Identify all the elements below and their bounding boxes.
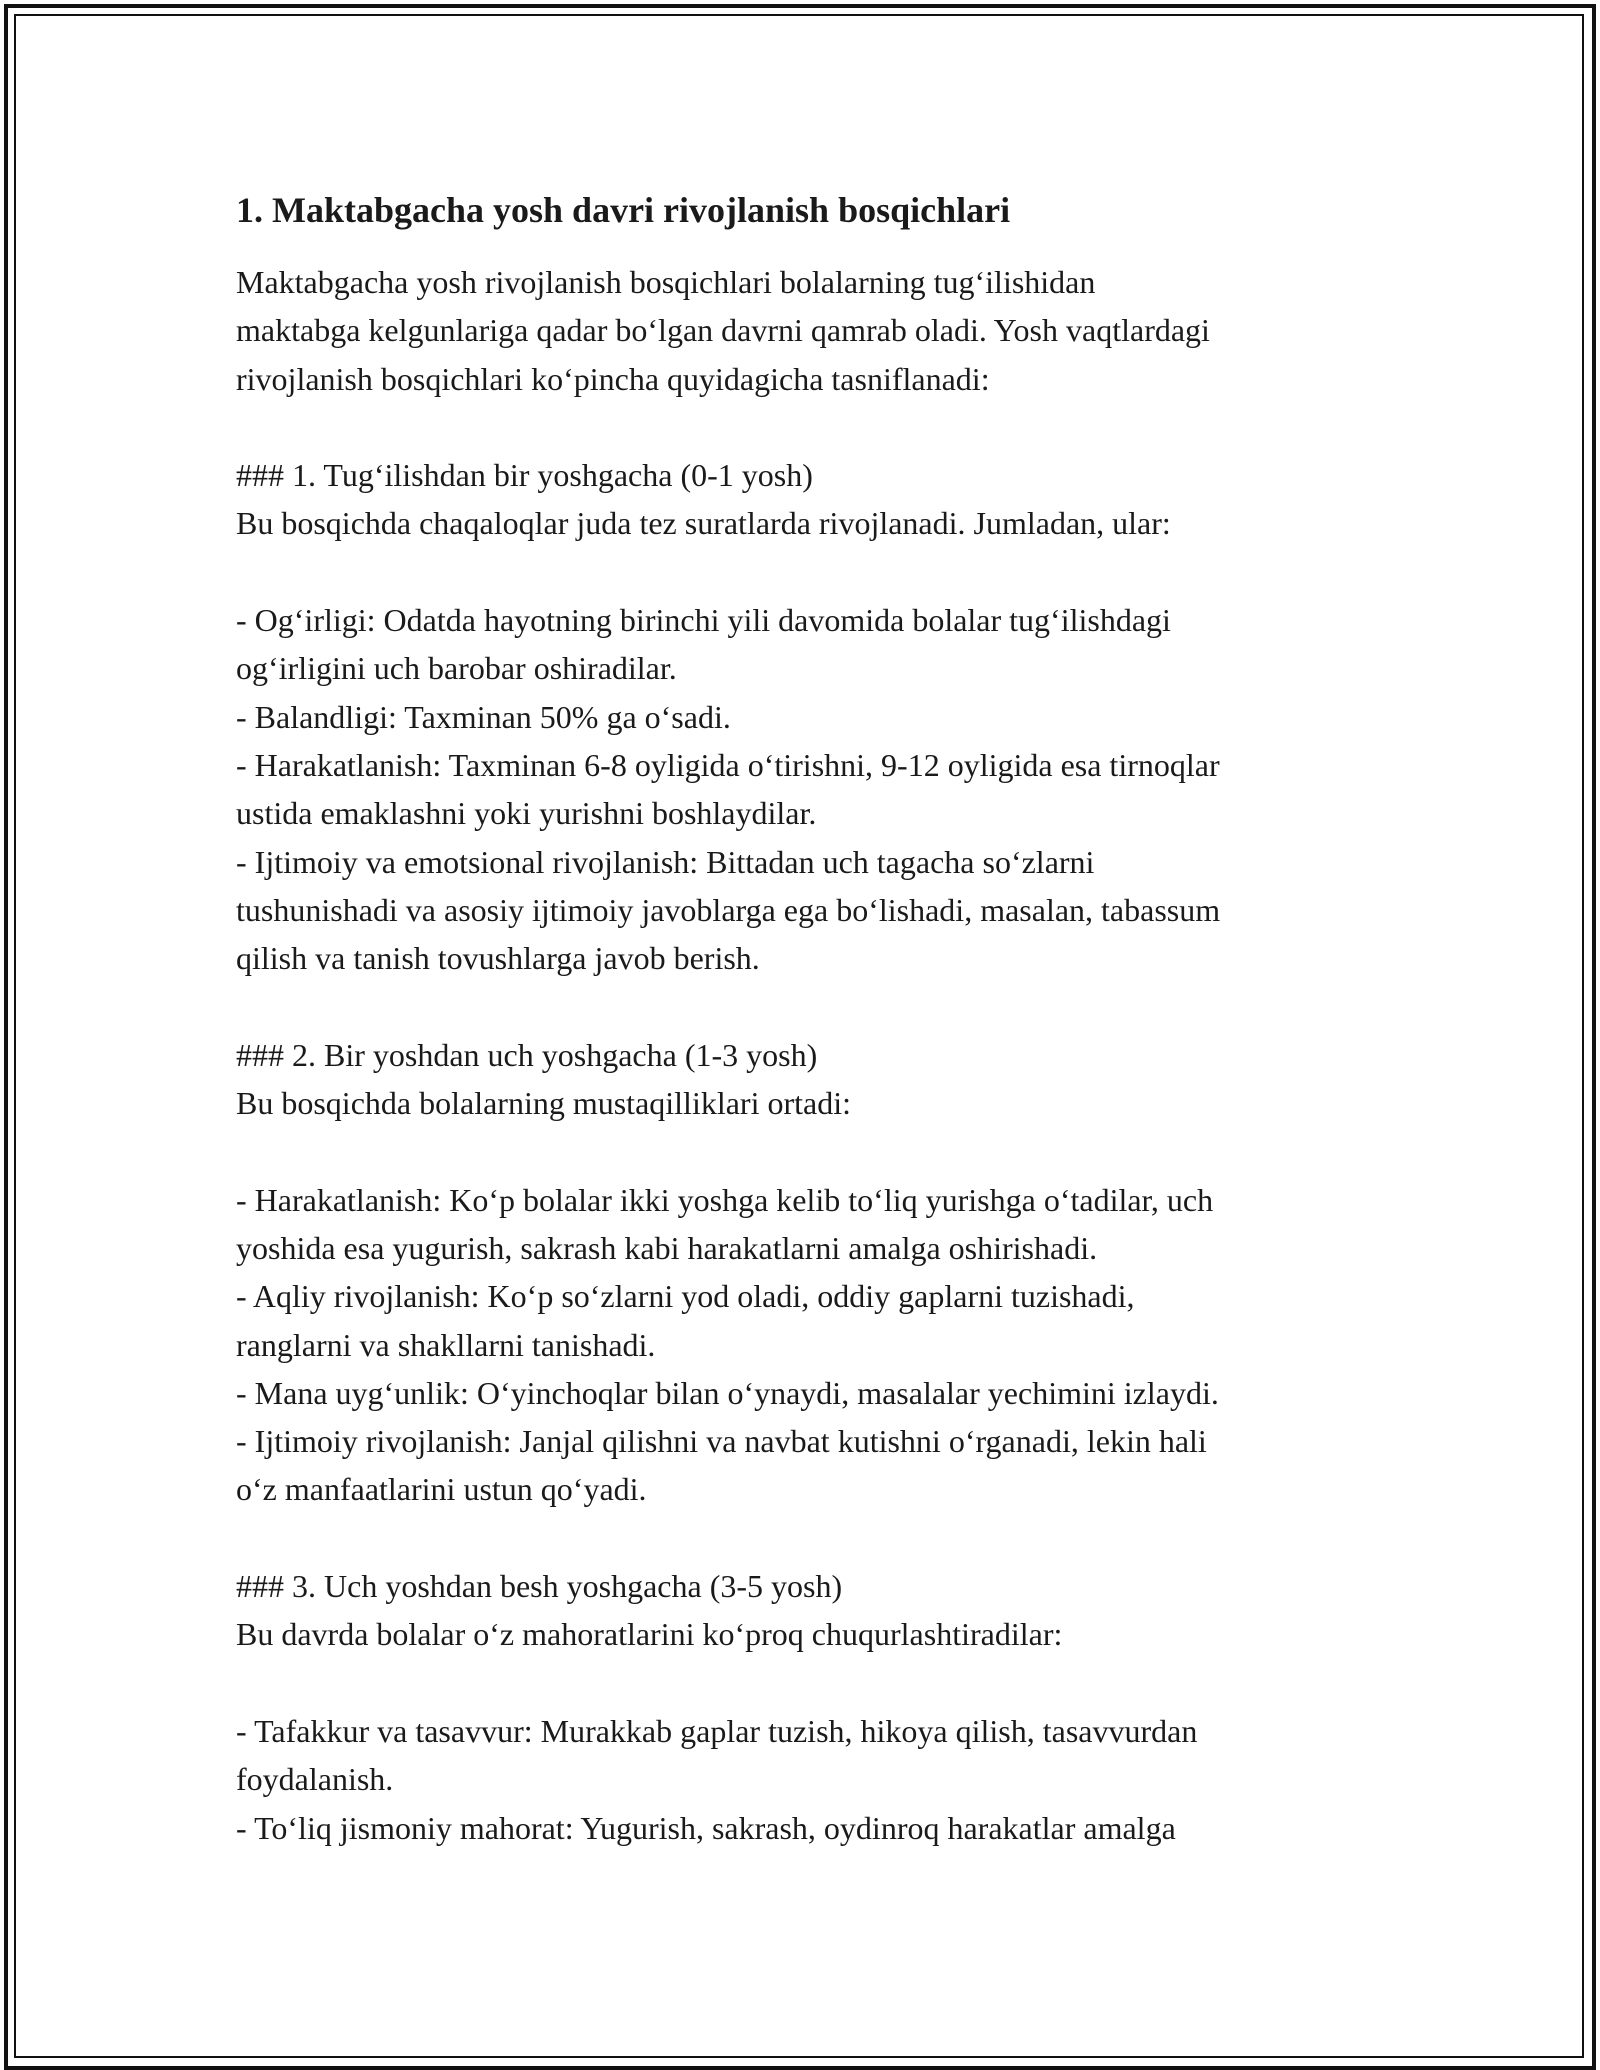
text-line: Bu bosqichda bolalarning mustaqilliklari ortadi: — [236, 1085, 851, 1122]
blank-line — [236, 548, 1386, 596]
list-item: - Balandligi: Taxminan 50% ga o‘sadi. — [236, 698, 731, 735]
list-item: - Ijtimoiy va emotsional rivojlanish: Bittadan uch tagacha so‘zlarni — [236, 843, 1095, 880]
list-item: - Harakatlanish: Taxminan 6-8 oyligida o‘tirishni, 9-12 oyligida esa tirnoqlar — [236, 746, 1220, 783]
text-line: foydalanish. — [236, 1761, 394, 1798]
text-line: yoshida esa yugurish, sakrash kabi harakatlarni amalga oshirishadi. — [236, 1229, 1098, 1266]
text-line: maktabga kelgunlariga qadar bo‘lgan davrni qamrab oladi. Yosh vaqtlardagi — [236, 312, 1210, 349]
text-line: qilish va tanish tovushlarga javob berish. — [236, 940, 760, 977]
section-heading: ### 2. Bir yoshdan uch yoshgacha (1-3 yosh) — [236, 1036, 818, 1073]
blank-line — [236, 1659, 1386, 1707]
blank-line — [236, 1514, 1386, 1562]
list-item: - Aqliy rivojlanish: Ko‘p so‘zlarni yod oladi, oddiy gaplarni tuzishadi, — [236, 1278, 1135, 1315]
blank-line — [236, 403, 1386, 451]
document-title: 1. Maktabgacha yosh davri rivojlanish bosqichlari — [236, 190, 1011, 230]
text-line: ustida emaklashni yoki yurishni boshlaydilar. — [236, 795, 817, 832]
text-line: o‘z manfaatlarini ustun qo‘yadi. — [236, 1471, 647, 1508]
text-line: Maktabgacha yosh rivojlanish bosqichlari bolalarning tug‘ilishidan — [236, 264, 1096, 300]
text-line: og‘irligini uch barobar oshiradilar. — [236, 650, 677, 687]
list-item: - Og‘irligi: Odatda hayotning birinchi yili davomida bolalar tug‘ilishdagi — [236, 602, 1171, 639]
text-line: tushunishadi va asosiy ijtimoiy javoblarga ega bo‘lishadi, masalan, tabassum — [236, 891, 1221, 928]
section-heading: ### 1. Tug‘ilishdan bir yoshgacha (0-1 yosh) — [236, 457, 813, 494]
blank-line — [236, 982, 1386, 1030]
text-line: Bu bosqichda chaqaloqlar juda tez suratlarda rivojlanadi. Jumladan, ular: — [236, 505, 1171, 542]
list-item: - Mana uyg‘unlik: O‘yinchoqlar bilan o‘ynaydi, masalalar yechimini izlaydi. — [236, 1374, 1219, 1411]
list-item: - Harakatlanish: Ko‘p bolalar ikki yoshga kelib to‘liq yurishga o‘tadilar, uch — [236, 1181, 1214, 1218]
list-item: - Tafakkur va tasavvur: Murakkab gaplar tuzish, hikoya qilish, tasavvurdan — [236, 1712, 1198, 1749]
document-body — [236, 186, 1386, 1852]
text-line: ranglarni va shakllarni tanishadi. — [236, 1326, 656, 1363]
text-line: rivojlanish bosqichlari ko‘pincha quyidagicha tasniflanadi: — [236, 360, 990, 397]
text-line: Bu davrda bolalar o‘z mahoratlarini ko‘proq chuqurlashtiradilar: — [236, 1616, 1063, 1653]
text-body — [236, 258, 1386, 1852]
blank-line — [236, 1127, 1386, 1175]
list-item: - To‘liq jismoniy mahorat: Yugurish, sakrash, oydinroq harakatlar amalga — [236, 1809, 1176, 1846]
section-heading: ### 3. Uch yoshdan besh yoshgacha (3-5 yosh) — [236, 1568, 843, 1605]
list-item: - Ijtimoiy rivojlanish: Janjal qilishni va navbat kutishni o‘rganadi, lekin hali — [236, 1423, 1207, 1460]
